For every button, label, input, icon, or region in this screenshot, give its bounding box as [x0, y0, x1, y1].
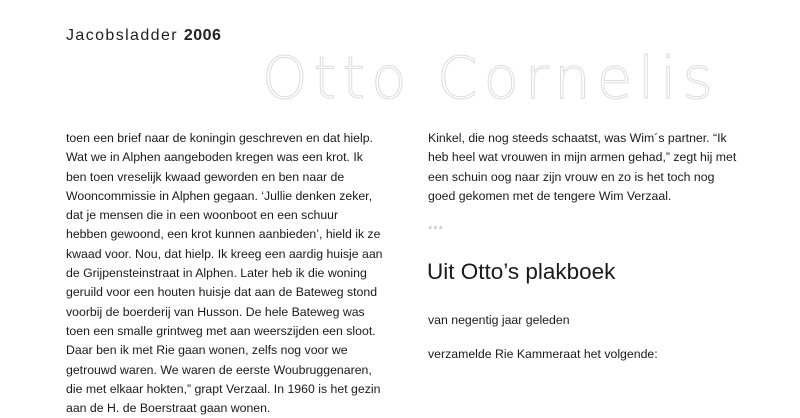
text-line: kwaad voor. Nou, dat hielp. Ik kreeg een aardig huisje aan	[66, 246, 383, 261]
header-year: 2006	[183, 27, 222, 44]
text-line: de Grijpensteinstraat in Alphen. Later heb ik die woning	[66, 266, 367, 281]
section-subtitle: van negentig jaar geleden	[428, 313, 570, 327]
text-line: goed gekomen met de tengere Wim Verzaal.	[428, 188, 672, 203]
text-line: getrouwd waren. We waren de eerste Woubruggenaren,	[66, 362, 372, 377]
section-separator: ***	[428, 224, 444, 236]
right-column-text	[428, 129, 788, 206]
text-line: Kinkel, die nog steeds schaatst, was Wim´s partner. “Ik	[428, 131, 727, 145]
text-line: dat je mensen die in een woonboot en een schuur	[66, 208, 339, 223]
section-title: Uit Otto’s plakboek	[427, 259, 616, 284]
text-line: voorbij de boerderij van Husson. De hele Bateweg was	[66, 304, 365, 319]
text-line: Daar ben ik met Rie gaan wonen, zelfs nog voor we	[66, 343, 348, 358]
text-line: toen een smalle grintweg met aan weerszijden een sloot.	[66, 323, 376, 338]
text-line: hebben gewoond, een krot kunnen aanbieden’, hield ik ze	[66, 227, 381, 242]
text-line: aan de H. de Boerstraat gaan wonen.	[66, 401, 271, 416]
text-line: toen een brief naar de koningin geschreven en dat hielp.	[66, 131, 373, 145]
text-line: die met elkaar hokten,” grapt Verzaal. In 1960 is het gezin	[66, 381, 381, 396]
text-line: geruild voor een houten huisje dat aan de Bateweg stond	[66, 285, 378, 300]
text-line: heb heel wat vrouwen in mijn armen gehad,” zegt hij met	[428, 150, 737, 165]
section-intro: verzamelde Rie Kammeraat het volgende:	[428, 347, 658, 361]
text-line: Wat we in Alphen aangeboden kregen was een krot. Ik	[66, 150, 363, 165]
text-line: ben toen vreselijk kwaad geworden en ben naar de	[66, 169, 345, 184]
author-watermark: Otto Cornelis	[262, 44, 719, 112]
page-header	[66, 27, 221, 45]
left-column-text	[66, 129, 406, 418]
text-line: Wooncommissie in Alphen gegaan. ‘Jullie denken zeker,	[66, 188, 373, 203]
series-name: Jacobsladder	[66, 27, 178, 44]
text-line: een schuin oog naar zijn vrouw en zo is het toch nog	[428, 169, 715, 184]
